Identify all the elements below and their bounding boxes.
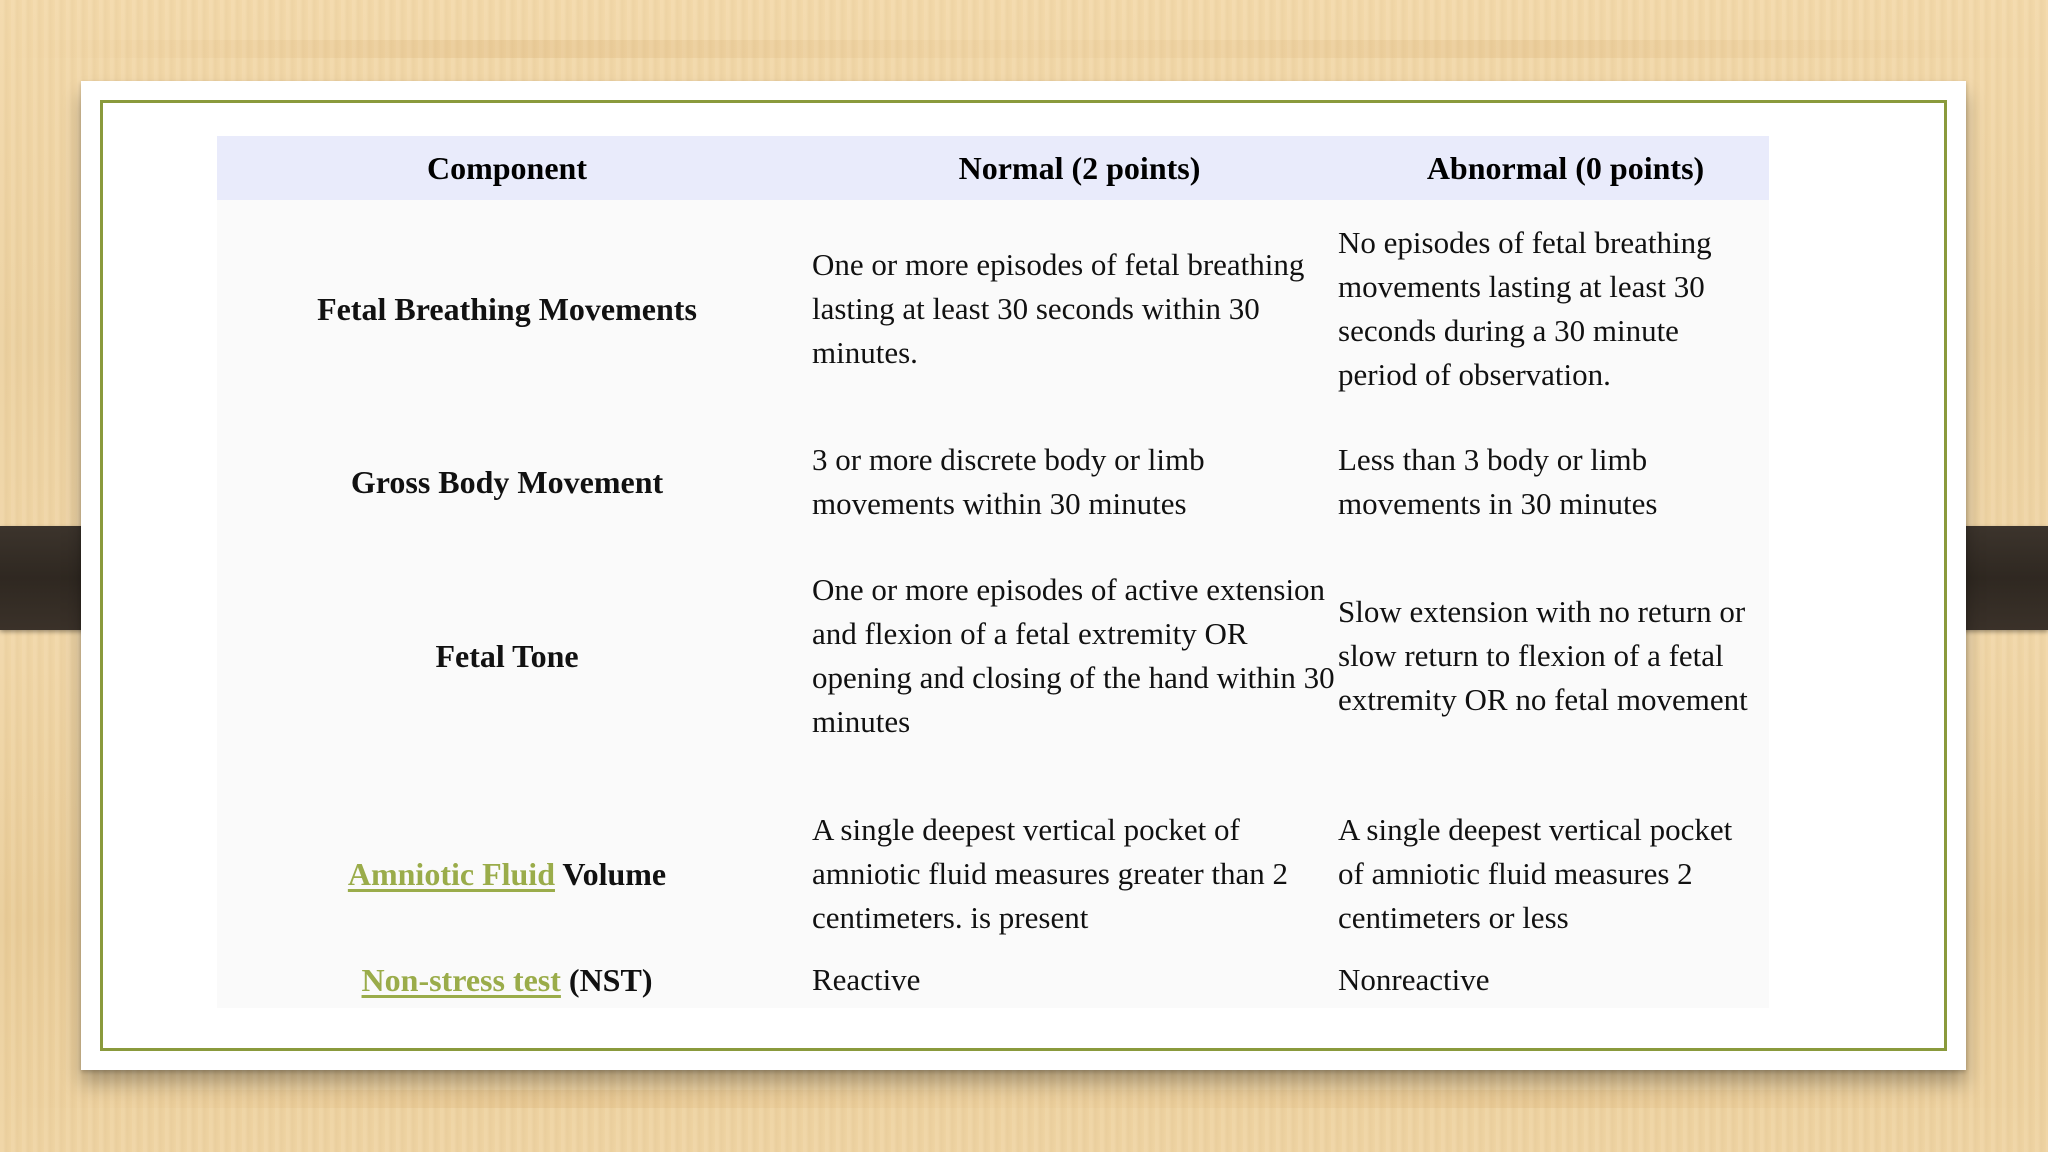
wood-texture — [0, 40, 2048, 58]
component-suffix: (NST) — [560, 962, 653, 998]
table-row — [217, 224, 1769, 394]
normal-cell: A single deepest vertical pocket of amniotic fluid measures greater than 2 centimeters. is present — [812, 812, 1289, 935]
table-row — [217, 436, 1769, 528]
abnormal-cell: Slow extension with no return or slow return to flexion of a fetal extremity OR no fetal movement — [1338, 594, 1748, 717]
component-suffix: Volume — [554, 856, 667, 892]
normal-cell: Reactive — [812, 962, 921, 997]
component-cell: Gross Body Movement — [350, 464, 664, 500]
table-row — [217, 566, 1769, 746]
header-abnormal: Abnormal (0 points) — [1426, 150, 1705, 186]
wood-texture — [0, 1090, 2048, 1108]
amniotic-fluid-link[interactable]: Amniotic Fluid — [347, 856, 555, 892]
biophysical-profile-table — [217, 136, 1769, 1008]
abnormal-cell: Nonreactive — [1338, 962, 1490, 997]
table-row — [217, 806, 1769, 942]
component-cell: Fetal Tone — [435, 638, 579, 674]
abnormal-cell: A single deepest vertical pocket of amniotic fluid measures 2 centimeters or less — [1338, 812, 1733, 935]
non-stress-test-link[interactable]: Non-stress test — [361, 962, 561, 998]
header-component: Component — [426, 150, 587, 186]
abnormal-cell: Less than 3 body or limb movements in 30 minutes — [1338, 442, 1658, 521]
table-row — [217, 958, 1769, 1002]
component-cell: Fetal Breathing Movements — [317, 291, 697, 327]
normal-cell: One or more episodes of active extension and flexion of a fetal extremity OR opening and closing of the hand within 30 minutes — [812, 572, 1335, 739]
normal-cell: 3 or more discrete body or limb movements within 30 minutes — [812, 442, 1205, 521]
component-cell — [217, 958, 797, 1002]
component-cell — [217, 806, 797, 942]
abnormal-cell: No episodes of fetal breathing movements lasting at least 30 seconds during a 30 minute period of observation. — [1338, 225, 1712, 392]
table-header — [217, 136, 1769, 200]
normal-cell: One or more episodes of fetal breathing lasting at least 30 seconds within 30 minutes. — [812, 247, 1305, 370]
header-normal: Normal (2 points) — [958, 150, 1201, 186]
